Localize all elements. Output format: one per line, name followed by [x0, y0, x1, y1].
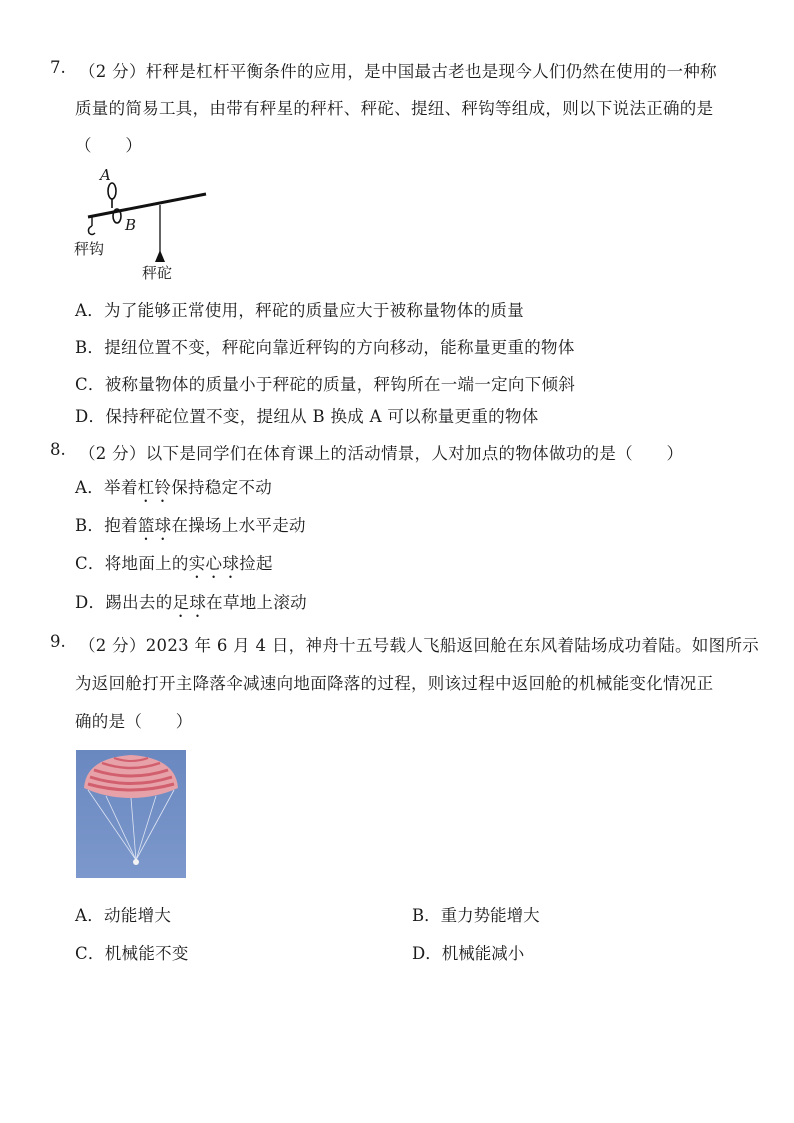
q7-stem-line1: （2 分）杆秤是杠杆平衡条件的应用，是中国最古老也是现今人们仍然在使用的一种称: [79, 62, 717, 81]
parachute-image: [76, 750, 186, 878]
q7-option-b: B．提纽位置不变，秤砣向靠近秤钩的方向移动，能称量更重的物体: [75, 338, 575, 357]
q9-option-b: B．重力势能增大: [412, 906, 540, 925]
label-a: A: [100, 166, 111, 184]
q9-stem-line1: （2 分）2023 年 6 月 4 日，神舟十五号载人飞船返回舱在东风着陆场成功着陆。如图所示: [79, 636, 760, 655]
steelyard-figure: [70, 160, 220, 285]
dotted-object-barbell: 杠铃: [137, 478, 172, 497]
q7-blank: （ ）: [75, 136, 143, 155]
parachute-drawing: [76, 750, 186, 878]
q9-stem-line3: 确的是（ ）: [75, 712, 193, 731]
q8-option-c: C．将地面上的实心球捡起: [75, 554, 273, 573]
q7-option-a: A．为了能够正常使用，秤砣的质量应大于被称量物体的质量: [75, 301, 525, 320]
q7-option-d: D．保持秤砣位置不变，提纽从 B 换成 A 可以称量更重的物体: [75, 407, 539, 426]
q7-option-c: C．被称量物体的质量小于秤砣的质量，秤钩所在一端一定向下倾斜: [75, 375, 576, 394]
dotted-object-basketball: 篮球: [137, 516, 172, 535]
label-b: B: [125, 216, 137, 234]
dotted-object-football: 足球: [172, 593, 207, 612]
q9-option-c: C．机械能不变: [75, 944, 189, 963]
q8-option-d: D．踢出去的足球在草地上滚动: [75, 593, 307, 612]
q8-option-b: B．抱着篮球在操场上水平走动: [75, 516, 306, 535]
q7-stem-line2: 质量的简易工具，由带有秤星的秤杆、秤砣、提纽、秤钩等组成，则以下说法正确的是: [75, 99, 714, 118]
q8-stem: （2 分）以下是同学们在体育课上的活动情景，人对加点的物体做功的是（ ）: [79, 444, 684, 463]
q9-number: 9.: [50, 632, 66, 651]
q9-stem-line2: 为返回舱打开主降落伞减速向地面降落的过程，则该过程中返回舱的机械能变化情况正: [75, 674, 714, 693]
q9-option-a: A．动能增大: [75, 906, 172, 925]
q8-option-a: A．举着杠铃保持稳定不动: [75, 478, 273, 497]
label-weight: 秤砣: [142, 264, 173, 282]
label-hook: 秤钩: [74, 240, 105, 258]
dotted-object-shotball: 实心球: [188, 554, 240, 573]
q9-option-d: D．机械能减小: [412, 944, 525, 963]
q7-number: 7.: [50, 58, 66, 77]
q8-number: 8.: [50, 440, 66, 459]
